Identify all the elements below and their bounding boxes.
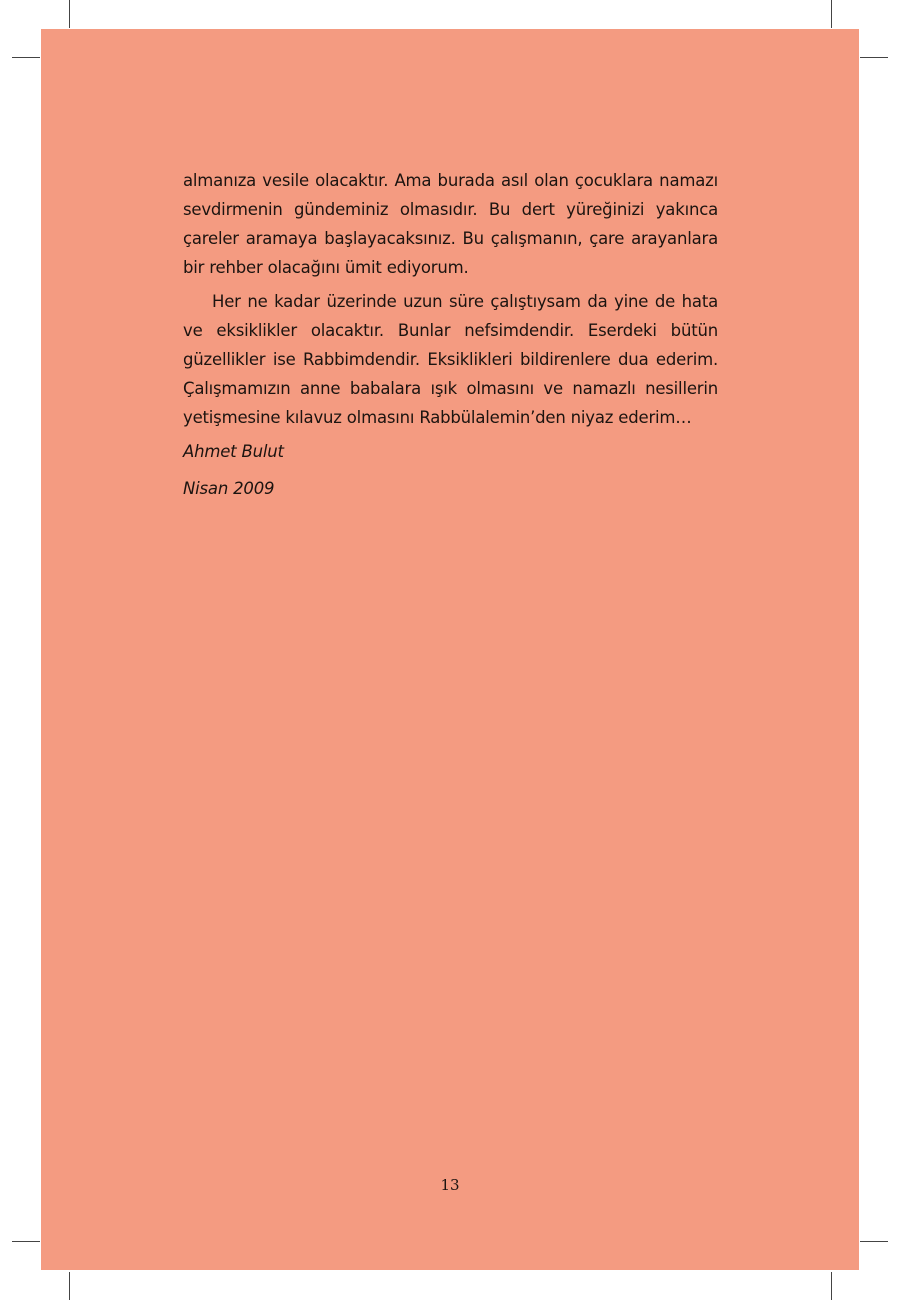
- crop-mark: [860, 57, 888, 58]
- body-text: [183, 166, 718, 503]
- crop-mark: [860, 1241, 888, 1242]
- crop-mark: [69, 0, 70, 28]
- paragraph-1: almanıza vesile olacaktır. Ama burada asıl olan çocuklara namazı sevdirmenin gündeminiz olmasıdır. Bu dert yüreğinizi yakınca çareler aramaya başlayacaksınız. Bu çalışmanın, çare arayanlara bir rehber olacağını ümit ediyorum.: [183, 171, 718, 277]
- signature-date: Nisan 2009: [183, 479, 275, 498]
- crop-mark: [69, 1272, 70, 1300]
- page-number: 13: [440, 1176, 460, 1194]
- crop-mark: [12, 57, 40, 58]
- crop-mark: [831, 1272, 832, 1300]
- crop-mark: [831, 0, 832, 28]
- crop-mark: [12, 1241, 40, 1242]
- author-signature: Ahmet Bulut: [183, 442, 284, 461]
- paragraph-2: Her ne kadar üzerinde uzun süre çalıştıysam da yine de hata ve eksiklikler olacaktır. Bunlar nefsimdendir. Eserdeki bütün güzellikler ise Rabbimdendir. Eksiklikleri bildirenlere dua ederim. Çalışmamızın anne babalara ışık olmasını ve namazlı nesillerin yetişmesine kılavuz olmasını Rabbülalemin’den niyaz ederim…: [183, 292, 718, 427]
